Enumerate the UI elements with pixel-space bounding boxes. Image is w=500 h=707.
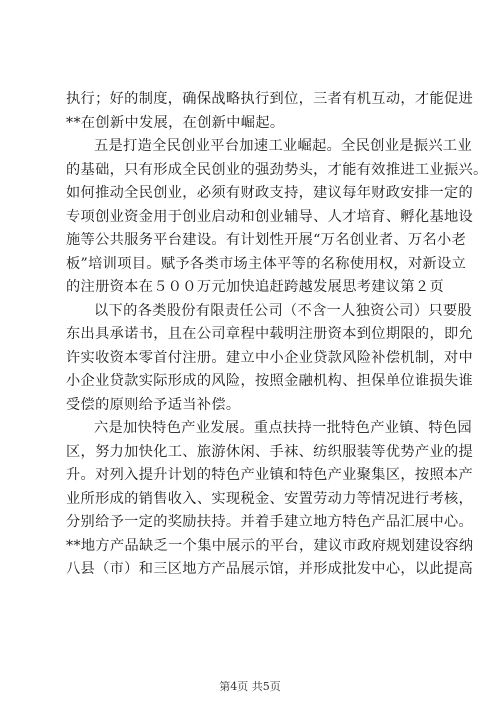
text-line: 如何推动全民创业，必须有财政支持，建议每年财政安排一定的 — [66, 185, 474, 201]
paragraph-start-line: 五是打造全民创业平台加速工业崛起。全民创业是振兴工业 — [94, 138, 472, 154]
body-text — [66, 88, 488, 582]
text-line: 升。对列入提升计划的特色产业镇和特色产业聚集区，按照本产 — [66, 467, 474, 483]
text-line: 分别给予一定的奖励扶持。并着手建立地方特色产品汇展中心。 — [66, 514, 474, 530]
text-line: 施等公共服务平台建设。有计划性开展“万名创业者、万名小老 — [66, 232, 467, 248]
text-line: 许实收资本零首付注册。建立中小企业贷款风险补偿机制，对中 — [66, 349, 474, 366]
text-line: 的基础，只有形成全民创业的强劲势头，才能有效推进工业振兴。 — [66, 161, 488, 178]
paragraph-start-line: 以下的各类股份有限责任公司（不含一人独资公司）只要股 — [94, 302, 472, 319]
text-line: 东出具承诺书，且在公司章程中载明注册资本到位期限的，即允 — [66, 326, 474, 342]
text-line: 板”培训项目。赋予各类市场主体平等的名称使用权，对新设立 — [66, 255, 467, 272]
text-line: 专项创业资金用于创业启动和创业辅导、人才培育、孵化基地设 — [66, 208, 474, 225]
text-line: **在创新中发展，在创新中崛起。 — [66, 114, 285, 131]
paragraph-start-line: 六是加快特色产业发展。重点扶持一批特色产业镇、特色园 — [94, 420, 472, 436]
text-line: 八县（市）和三区地方产品展示馆，并形成批发中心，以此提高 — [66, 561, 474, 577]
text-line: 小企业贷款实际形成的风险，按照金融机构、担保单位谁损失谁 — [66, 373, 474, 389]
text-line: 受偿的原则给予适当补偿。 — [66, 396, 241, 413]
text-line: 区，努力加快化工、旅游休闲、手袜、纺织服装等优势产业的提 — [66, 443, 474, 460]
text-line: 执行；好的制度，确保战略执行到位，三者有机互动，才能促进 — [66, 91, 474, 107]
text-line: **地方产品缺乏一个集中展示的平台，建议市政府规划建设容纳 — [66, 537, 474, 554]
page-number-footer: 第4页 共5页 — [219, 680, 281, 693]
text-line: 的注册资本在５００万元加快追赶跨越发展思考建议第２页 — [66, 279, 444, 295]
text-line: 业所形成的销售收入、实现税金、安置劳动力等情况进行考核， — [66, 490, 474, 507]
